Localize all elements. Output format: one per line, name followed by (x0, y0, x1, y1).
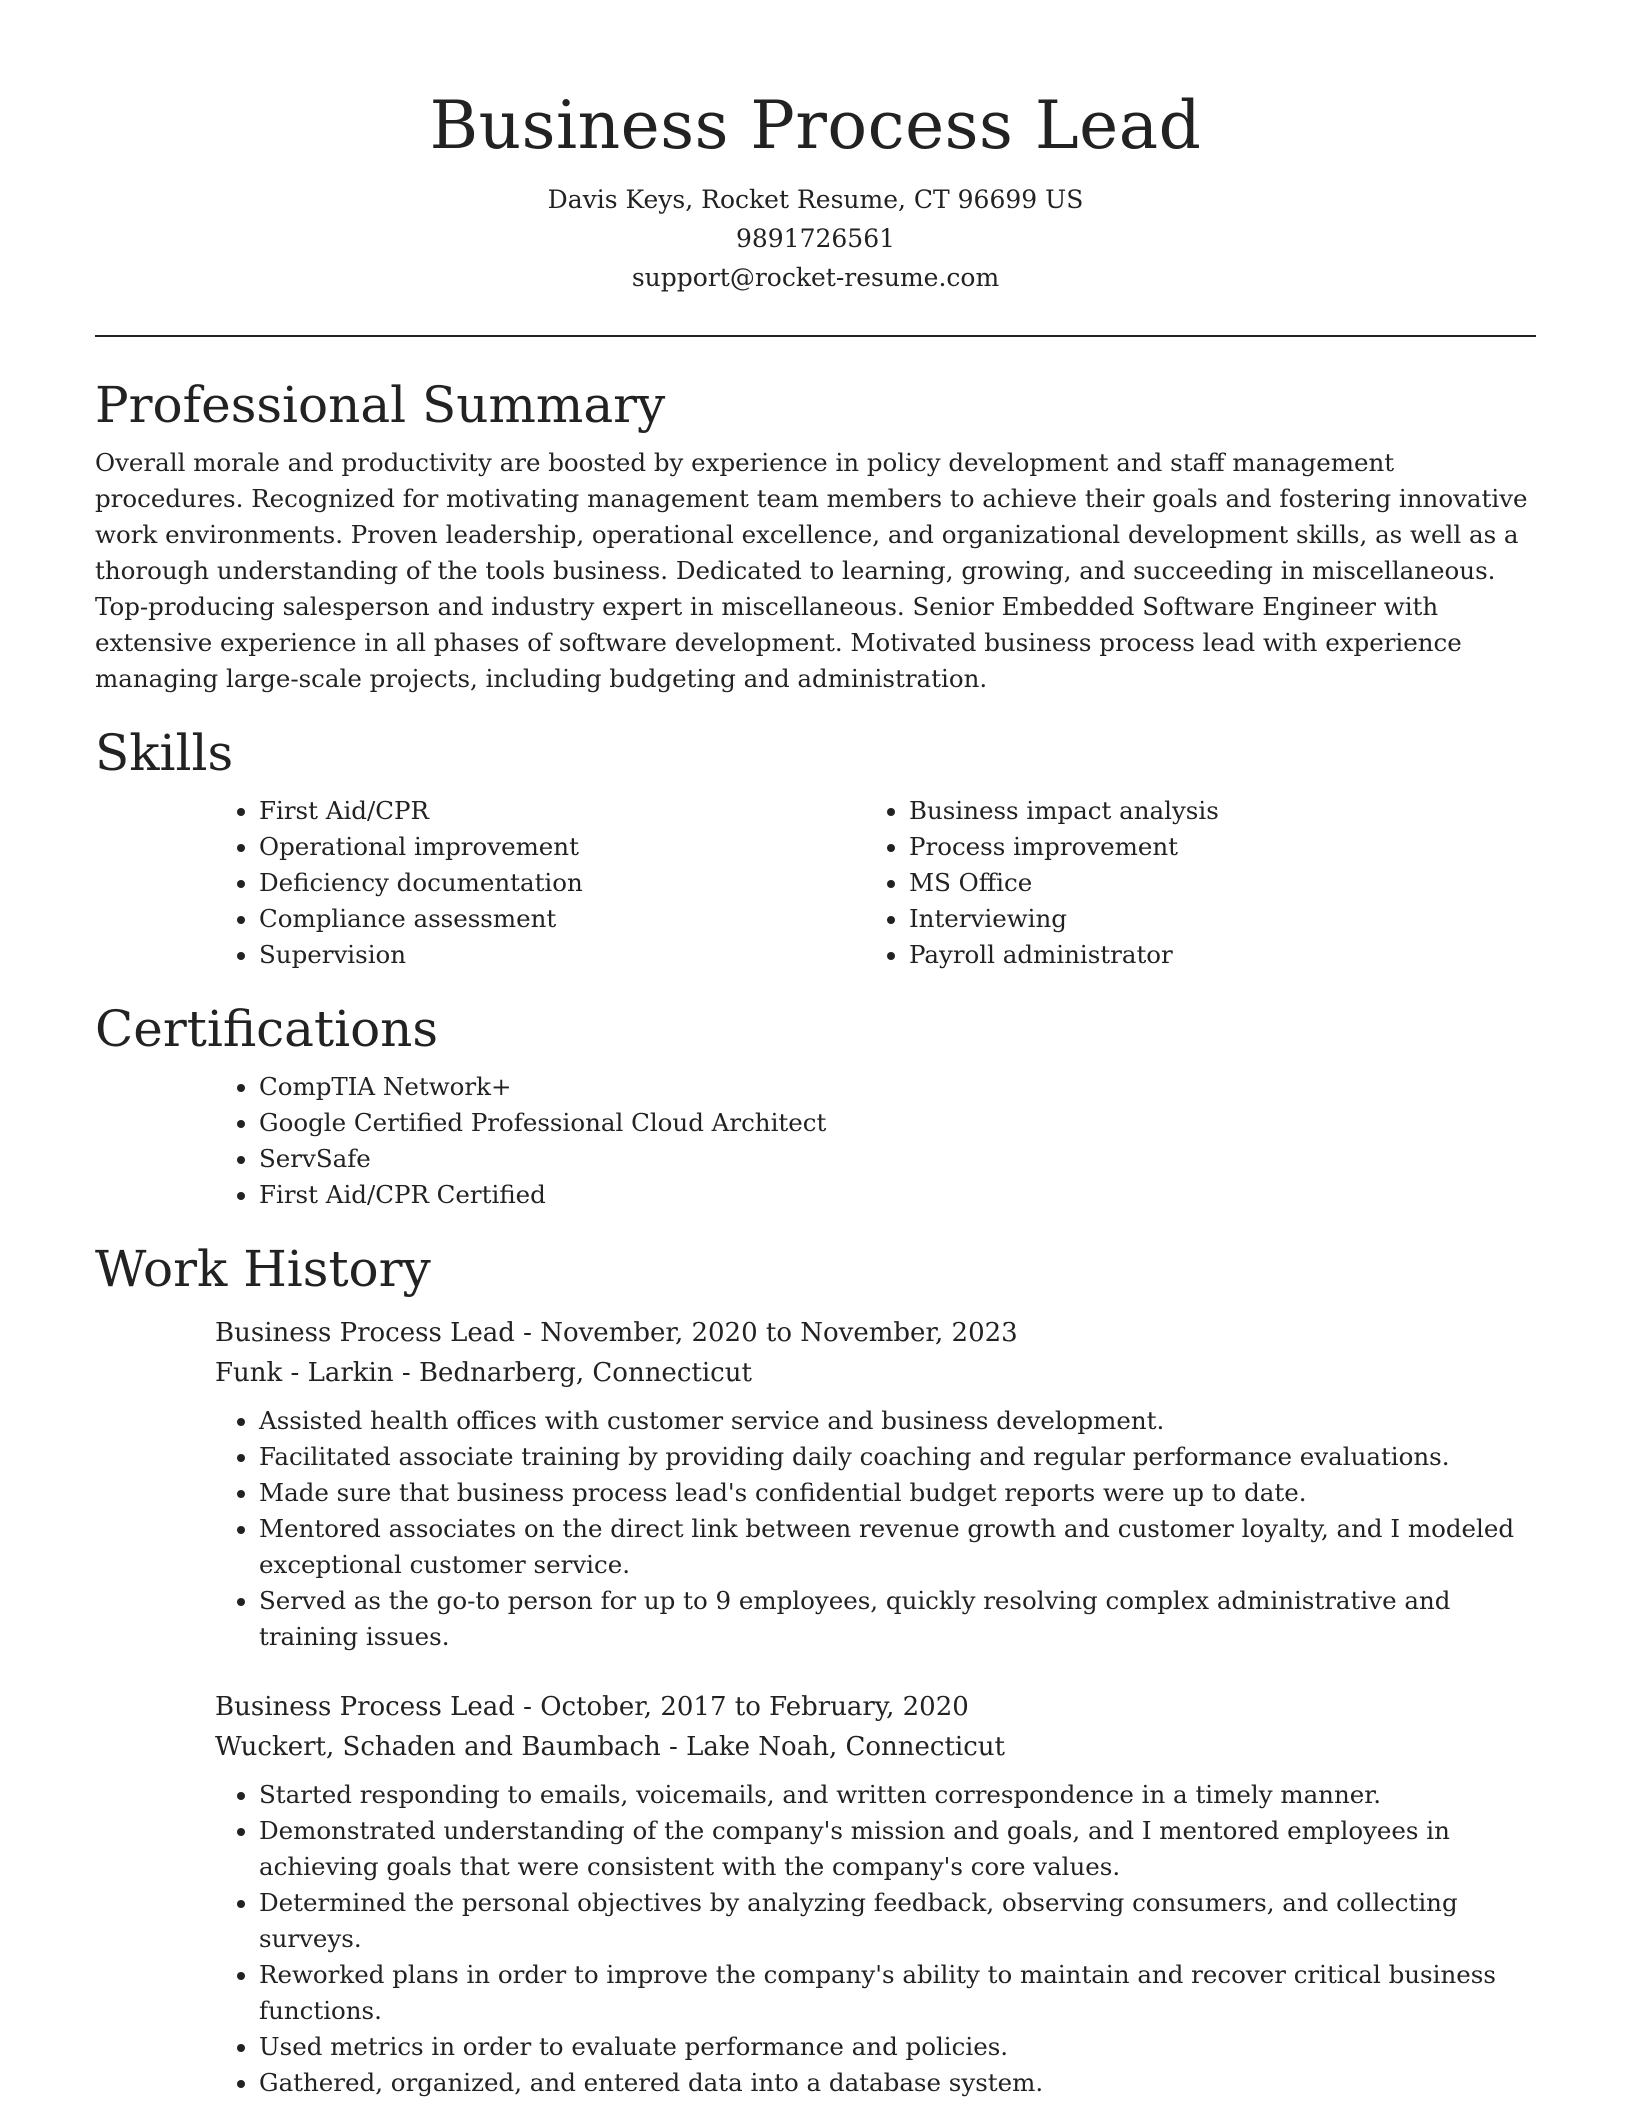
certification-item: • ServSafe (259, 1141, 1536, 1177)
certifications-section (95, 999, 1536, 1213)
skills-heading: Skills (95, 724, 234, 782)
job-location: Bednarberg, Connecticut (418, 1358, 752, 1388)
work-history-heading: Work History (95, 1240, 431, 1298)
skill-item: • Operational improvement (259, 829, 865, 865)
skill-item: • Deficiency documentation (259, 865, 865, 901)
job-bullet: • Facilitated associate training by providing daily coaching and regular performance evaluations. (259, 1439, 1536, 1475)
skills-column-right (865, 793, 1515, 973)
job-entry (215, 1313, 1536, 1655)
work-history-section (95, 1239, 1536, 2101)
job-bullet: • Used metrics in order to evaluate performance and policies. (259, 2029, 1536, 2065)
skill-item: • MS Office (909, 865, 1515, 901)
job-dates: November, 2020 to November, 2023 (540, 1318, 1018, 1348)
job-bullets (215, 1777, 1536, 2101)
summary-section (95, 375, 1536, 697)
job-title: Business Process Lead (215, 1318, 515, 1348)
certification-item: • First Aid/CPR Certified (259, 1177, 1536, 1213)
skill-item: • Payroll administrator (909, 937, 1515, 973)
job-bullet: • Started responding to emails, voicemails, and written correspondence in a timely manner. (259, 1777, 1536, 1813)
job-dates: October, 2017 to February, 2020 (540, 1692, 969, 1722)
job-bullet: • Made sure that business process lead's confidential budget reports were up to date. (259, 1475, 1536, 1511)
job-bullets (215, 1403, 1536, 1655)
job-company: Wuckert, Schaden and Baumbach (215, 1732, 661, 1762)
job-company-line: Funk - Larkin - Bednarberg, Connecticut (215, 1358, 752, 1388)
certifications-list-wrap (215, 1069, 1536, 1213)
job-bullet: • Gathered, organized, and entered data into a database system. (259, 2065, 1536, 2101)
job-title: Business Process Lead (215, 1692, 515, 1722)
skill-item: • Compliance assessment (259, 901, 865, 937)
job-location: Lake Noah, Connecticut (686, 1732, 1005, 1762)
resume-page (95, 0, 1536, 2101)
job-bullet: • Demonstrated understanding of the company's mission and goals, and I mentored employees in achieving goals that were consistent with the company's core values. (259, 1813, 1536, 1885)
contact-block (95, 180, 1536, 297)
job-company: Funk - Larkin (215, 1358, 394, 1388)
skill-item: • Business impact analysis (909, 793, 1515, 829)
contact-email: support@rocket-resume.com (631, 263, 1000, 292)
job-bullet: • Served as the go-to person for up to 9 employees, quickly resolving complex administrative and training issues. (259, 1583, 1536, 1655)
skills-list-right (865, 793, 1515, 973)
candidate-name: Business Process Lead (429, 87, 1202, 164)
job-entry (215, 1687, 1536, 2101)
job-company-line: Wuckert, Schaden and Baumbach - Lake Noah, Connecticut (215, 1732, 1005, 1762)
job-title-line: Business Process Lead - October, 2017 to February, 2020 (215, 1692, 969, 1722)
skill-item: • First Aid/CPR (259, 793, 865, 829)
job-bullet: • Reworked plans in order to improve the company's ability to maintain and recover critical business functions. (259, 1957, 1536, 2029)
summary-heading: Professional Summary (95, 376, 666, 434)
skill-item: • Supervision (259, 937, 865, 973)
skills-list-left (215, 793, 865, 973)
header-divider (95, 335, 1536, 337)
skills-column-left (215, 793, 865, 973)
contact-address: Davis Keys, Rocket Resume, CT 96699 US (547, 185, 1084, 214)
skills-section (95, 723, 1536, 973)
certification-item: • Google Certified Professional Cloud Architect (259, 1105, 1536, 1141)
certifications-heading: Certifications (95, 1000, 439, 1058)
skill-item: • Interviewing (909, 901, 1515, 937)
summary-text: Overall morale and productivity are boosted by experience in policy development and staff management procedures. Recognized for motivating management team members to achieve their goals and fostering innovative work environments. Proven leadership, operational excellence, and organizational development skills, as well as a thorough understanding of the tools business. Dedicated to learning, growing, and succeeding in miscellaneous. Top-producing salesperson and industry expert in miscellaneous. Senior Embedded Software Engineer with extensive experience in all phases of software development. Motivated business process lead with experience managing large-scale projects, including budgeting and administration. (95, 448, 1528, 693)
job-bullet: • Determined the personal objectives by analyzing feedback, observing consumers, and collecting surveys. (259, 1885, 1536, 1957)
skills-grid (215, 793, 1536, 973)
certifications-list (215, 1069, 1536, 1213)
job-title-line: Business Process Lead - November, 2020 to November, 2023 (215, 1318, 1018, 1348)
certification-item: • CompTIA Network+ (259, 1069, 1536, 1105)
contact-phone: 9891726561 (735, 224, 896, 253)
job-bullet: • Assisted health offices with customer service and business development. (259, 1403, 1536, 1439)
skill-item: • Process improvement (909, 829, 1515, 865)
resume-header (95, 0, 1536, 297)
job-bullet: • Mentored associates on the direct link between revenue growth and customer loyalty, and I modeled exceptional customer service. (259, 1511, 1536, 1583)
